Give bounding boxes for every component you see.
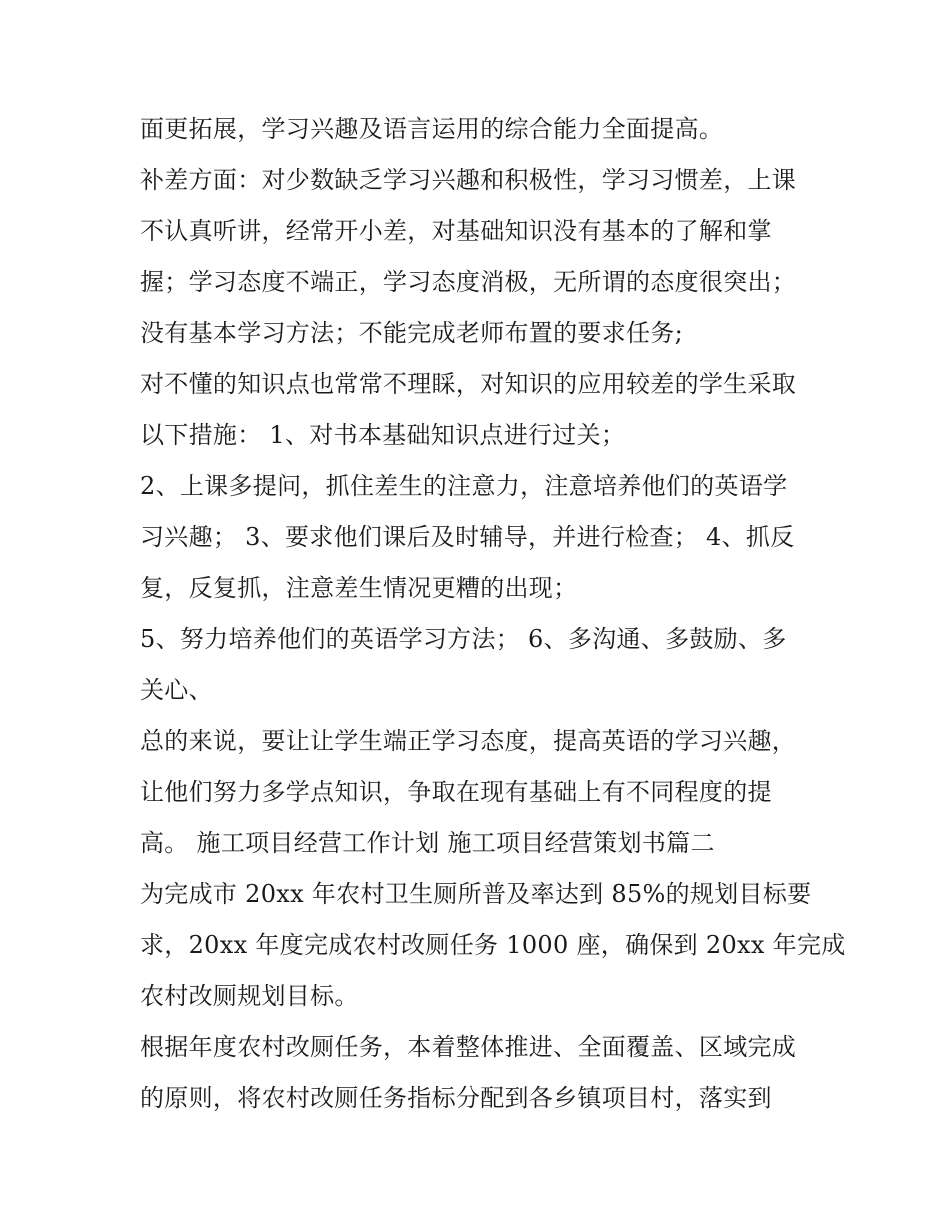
text-line: 让他们努力多学点知识，争取在现有基础上有不同程度的提 — [140, 778, 772, 806]
text-line: 的原则，将农村改厕任务指标分配到各乡镇项目村，落实到 — [140, 1084, 772, 1112]
text-line: 关心、 — [140, 676, 213, 704]
text-line: 补差方面：对少数缺乏学习兴趣和积极性，学习习惯差，上课 — [140, 166, 797, 194]
document-body — [140, 104, 846, 1124]
text-line: 对不懂的知识点也常常不理睬，对知识的应用较差的学生采取 — [140, 370, 797, 398]
text-line: 农村改厕规划目标。 — [140, 982, 359, 1010]
text-line: 为完成市 20xx 年农村卫生厕所普及率达到 85%的规划目标要 — [140, 880, 812, 908]
text-line: 没有基本学习方法；不能完成老师布置的要求任务; — [140, 319, 683, 347]
text-line: 根据年度农村改厕任务，本着整体推进、全面覆盖、区域完成 — [140, 1033, 797, 1061]
text-line: 高。 施工项目经营工作计划 施工项目经营策划书篇二 — [140, 829, 715, 857]
text-line: 握；学习态度不端正，学习态度消极，无所谓的态度很突出； — [140, 268, 797, 296]
text-line: 5、努力培养他们的英语学习方法； 6、多沟通、多鼓励、多 — [140, 625, 787, 653]
text-line: 总的来说，要让让学生端正学习态度，提高英语的学习兴趣， — [140, 727, 797, 755]
text-line: 面更拓展，学习兴趣及语言运用的综合能力全面提高。 — [140, 115, 724, 143]
text-line: 复，反复抓，注意差生情况更糟的出现； — [140, 574, 578, 602]
text-line: 习兴趣； 3、要求他们课后及时辅导，并进行检查； 4、抓反 — [140, 523, 795, 551]
text-line: 不认真听讲，经常开小差，对基础知识没有基本的了解和掌 — [140, 217, 772, 245]
text-line: 2、上课多提问，抓住差生的注意力，注意培养他们的英语学 — [140, 472, 788, 500]
text-line: 以下措施： 1、对书本基础知识点进行过关； — [140, 421, 626, 449]
text-line: 求，20xx 年度完成农村改厕任务 1000 座，确保到 20xx 年完成 — [140, 931, 846, 959]
